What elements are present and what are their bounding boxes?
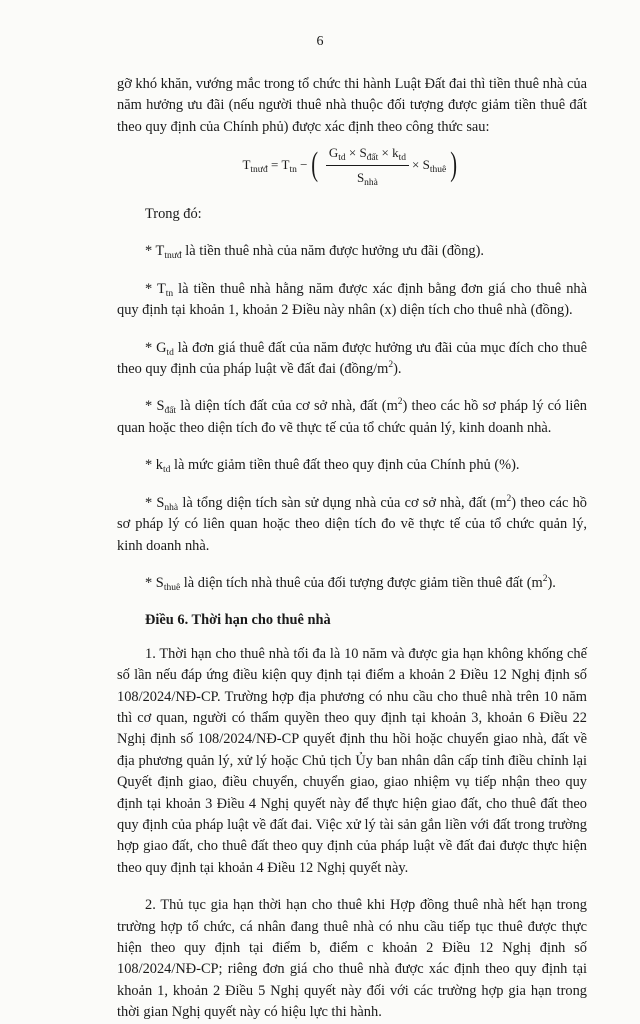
formula-minus: − (300, 157, 308, 173)
document-body (117, 74, 587, 1024)
article-6-title: Điều 6. Thời hạn cho thuê nhà (145, 612, 331, 629)
formula-s-thue: $S_{thuê}$ (422, 157, 447, 176)
right-paren: ) (450, 146, 458, 184)
definition-item: * $T_{tnưđ}$ là tiền thuê nhà của năm được hưởng ưu đãi (đồng). (145, 243, 485, 262)
definition-list (117, 241, 587, 594)
page-number: 6 (316, 34, 324, 49)
definition-item: * $S_{thuê}$ là diện tích nhà thuê của đối tượng được giảm tiền thuê đất $(m^2)$. (145, 574, 556, 593)
left-paren: ( (311, 146, 319, 184)
intro-paragraph: gỡ khó khăn, vướng mắc trong tổ chức thi hành Luật Đất đai thì tiền thuê nhà của năm hưởng ưu đãi (nếu người thuê nhà thuộc đối tượng được giảm tiền thuê đất theo quy định của Chính phủ) được xác định theo công thức sau: (117, 76, 587, 135)
definition-item: * $T_{tn}$ là tiền thuê nhà hằng năm được xác định bằng đơn giá cho thuê nhà quy định tại khoản 1, khoản 2 Điều này nhân (x) diện tích cho thuê nhà (đồng). (117, 280, 587, 319)
fraction-denominator: $S_{nhà}$ (356, 169, 378, 188)
formula-lhs: $T_{tnưđ}$ (242, 157, 268, 176)
definition-item: * $k_{td}$ là mức giảm tiền thuê đất theo quy định của Chính phủ (%). (145, 457, 520, 476)
definition-item: * $S_{nhà}$ là tổng diện tích sàn sử dụng nhà của cơ sở nhà, đất $(m^2)$ theo các hồ sơ pháp lý có liên quan hoặc theo diện tích đo vẽ thực tế của tổ chức quản lý, kinh doanh nhà. (117, 493, 588, 554)
formula-times: × (412, 157, 420, 173)
trong-do-label: Trong đó: (145, 206, 202, 223)
fraction-numerator: $G_{td} \times S_{đất} \times k_{td}$ (326, 142, 409, 165)
formula-fraction (326, 142, 409, 188)
definition-item: * $G_{td}$ là đơn giá thuê đất của năm được hưởng ưu đãi của mục đích cho thuê theo quy định của pháp luật về đất đai $(đồng/m^2)$. (117, 339, 588, 378)
formula-t-tn: $T_{tn}$ (281, 157, 297, 176)
definition-item: * $S_{đất}$ là diện tích đất của cơ sở nhà, đất $(m^2)$ theo các hồ sơ pháp lý có liên quan hoặc theo diện tích đo vẽ thực tế của tổ chức quản lý, kinh doanh nhà. (117, 397, 588, 436)
formula-equals: = (270, 157, 279, 173)
article-6-clause-1: 1. Thời hạn cho thuê nhà tối đa là 10 năm và được gia hạn không khống chế số lần nếu đáp ứng điều kiện quy định tại điểm a khoản 2 Điều 12 Nghị định số 108/2024/NĐ-CP. Trường hợp địa phương có nhu cầu cho thuê nhà trên 10 năm thì cơ quan, người có thẩm quyền theo quy định tại khoản 3, khoản 6 Điều 22 Nghị định số 108/2024/NĐ-CP quyết định thu hồi hoặc chuyển giao nhà, đất về địa phương quản lý, xử lý hoặc Chủ tịch Ủy ban nhân dân cấp tỉnh điều chỉnh lại Quyết định giao, điều chuyển, chuyển giao, giao nhiệm vụ tiếp nhận theo quy định tại khoản 3 Điều 4 Nghị quyết này để thực hiện giao đất, cho thuê đất theo quy định của pháp luật về đất đai. Việc xử lý tài sản gắn liền với đất trong trường hợp giao đất, cho thuê đất theo quy định của pháp luật về đất đai được thực hiện theo quy định tại khoản 4 Điều 12 Nghị quyết này. (117, 645, 587, 876)
article-6-clause-2: 2. Thủ tục gia hạn thời hạn cho thuê khi Hợp đồng thuê nhà hết hạn trong trường hợp tổ chức, cá nhân đang thuê nhà có nhu cầu tiếp tục thuê được thực hiện theo quy định tại điểm b, điểm c khoản 2 Điều 12 Nghị định số 108/2024/NĐ-CP; riêng đơn giá cho thuê nhà được xác định theo quy định tại khoản 1, khoản 2 Điều 5 Nghị quyết này đối với các trường hợp gia hạn trong thời gian Nghị quyết này có hiệu lực thi hành. (117, 897, 587, 1021)
rent-formula (117, 142, 587, 188)
